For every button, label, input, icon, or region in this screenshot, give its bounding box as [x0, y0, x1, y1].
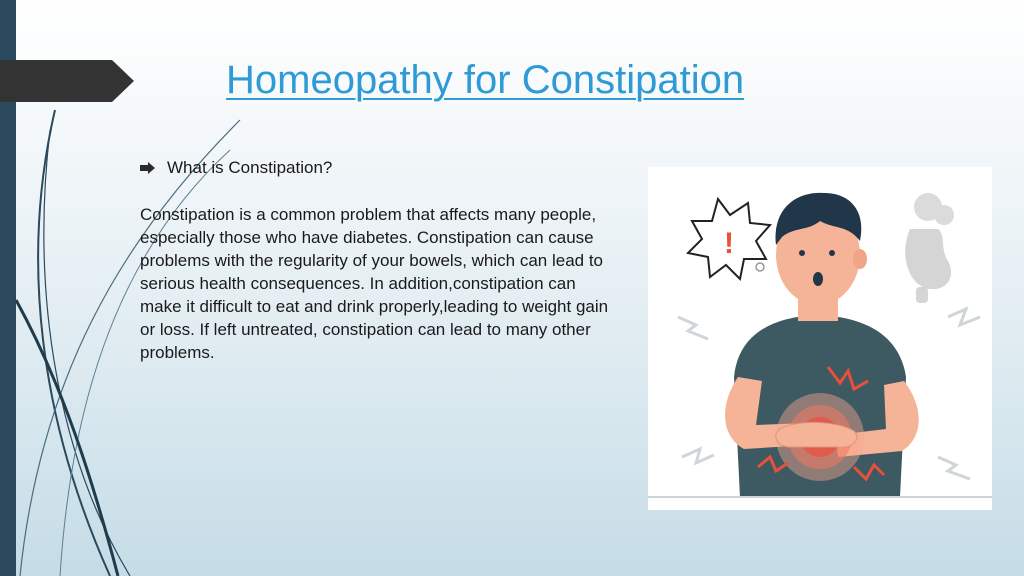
body-paragraph: Constipation is a common problem that affects many people, especially those who have diabetes. Constipation can cause problems with the regularity of your bowels, which can lead to serious health consequences. In addition,constipation can make it difficult to eat and drink properly,leading to weight gain or loss. If left untreated, constipation can lead to many other problems. [140, 205, 609, 362]
title-tab-marker [0, 60, 134, 102]
stomach-icon [905, 193, 954, 303]
page-title[interactable]: Homeopathy for Constipation [226, 58, 745, 102]
constipation-illustration [648, 167, 992, 510]
bullet-item [140, 157, 332, 179]
bullet-label: What is Constipation? [167, 158, 333, 177]
svg-text:!: ! [724, 227, 734, 260]
exclamation-icon [688, 199, 770, 279]
arrow-bullet-icon [140, 162, 155, 174]
